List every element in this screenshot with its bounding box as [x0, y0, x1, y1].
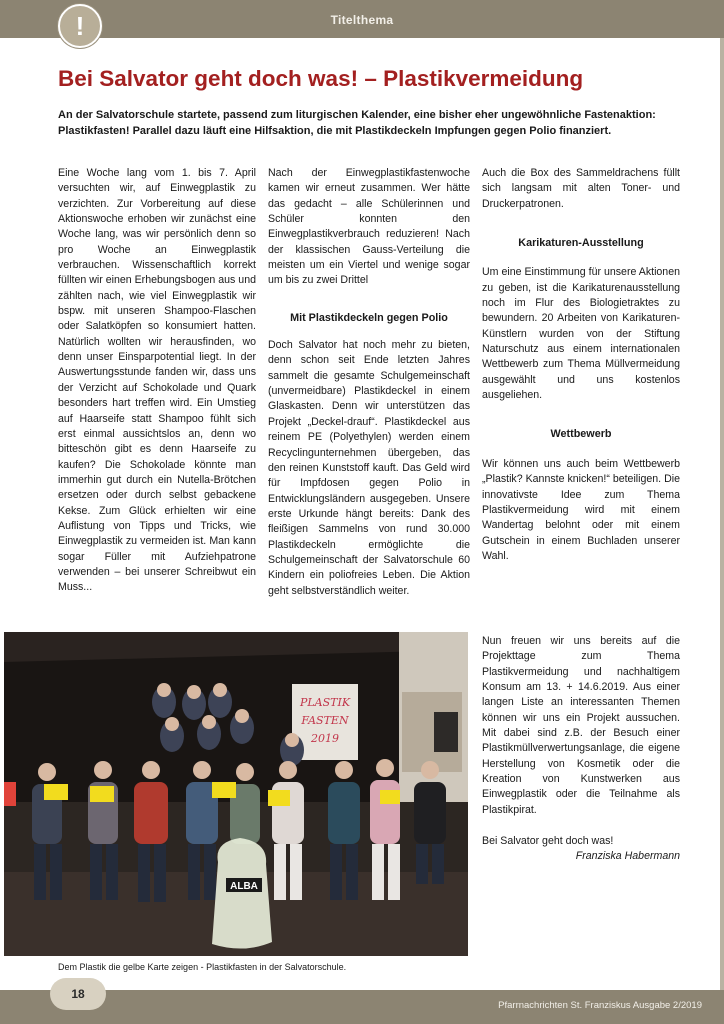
subheading-wettbewerb: Wettbewerb	[550, 428, 612, 441]
publication-name: Pfarrnachrichten St. Franziskus Ausgabe 2/2019	[498, 1000, 702, 1011]
article-lead: An der Salvatorschule startete, passend zum liturgischen Kalender, eine bisher eher ungewöhnliche Fastenaktion: Plastikfasten! Parallel dazu läuft eine Hilfsaktion, die mit Plastikdeckeln Impfungen gegen Polio finanziert.	[58, 109, 656, 137]
col4-paragraph-2: Bei Salvator geht doch was!	[482, 835, 614, 848]
group-photo	[4, 632, 468, 956]
bag-label: ALBA	[230, 881, 258, 892]
col3-paragraph-3: Wir können uns auch beim Wettbewerb „Plastik? Kannste knicken!“ beteiligen. Die innovativste Idee zum Thema Plastikvermeidung wird mit einem Wandertag belohnt oder mit einem Gutschein in einem Buchladen unserer Wahl.	[482, 457, 680, 562]
col2-paragraph-1: Nach der Einwegplastikfastenwoche kamen wir erneut zusammen. Wer hätte das gedacht – alle Schülerinnen und Schüler konnten den Einwegplastikverbrauch reduzieren! Nach der klassischen Gauss-Verteilung die meisten um ein Viertel und wenige sogar um bis zu zwei Drittel	[268, 167, 470, 287]
page-number: 18	[50, 978, 106, 1010]
column-4	[482, 634, 680, 865]
col3-paragraph-2: Um eine Einstimmung für unsere Aktionen zu geben, ist die Karikaturenausstellung noch im Flur des Biologietraktes zu bewundern. 20 Arbeiten von Karikaturen-Künstlern wurden von der Stiftung Naturschutz aus einem internationalen Wettbewerb zum Thema Müllvermeidung ausgewählt und uns kostenlos ausgeliehen.	[482, 266, 680, 402]
section-title: Titelthema	[330, 13, 394, 27]
photo-caption: Dem Plastik die gelbe Karte zeigen - Plastikfasten in der Salvatorschule.	[58, 962, 347, 972]
subheading-polio: Mit Plastikdeckeln gegen Polio	[290, 311, 448, 324]
column-2	[268, 166, 470, 599]
sign-line-2: FASTEN	[301, 714, 349, 727]
article-title: Bei Salvator geht doch was! – Plastikvermeidung	[58, 66, 584, 91]
subheading-karikaturen: Karikaturen-Ausstellung	[518, 237, 644, 250]
col2-paragraph-2: Doch Salvator hat noch mehr zu bieten, denn schon seit Ende letzten Jahres sammelt die gesamte Schulgemeinschaft (unvermeidbare) Plastikdeckel in einem Glaskasten. Denn wir unterstützen das Projekt „Deckel-drauf“. Plastikdeckel aus reinem PE (Polyethylen) werden einem Recyclingunternehmen übergeben, das den reinen Kunststoff kauft. Das Geld wird für Impfdosen gegen Polio in Entwicklungsländern ausgegeben. Unsere erste Urkunde hängt bereits: Dank des fleißigen Sammelns von rund 30.000 Plastikdeckeln ermöglichte die Schulgemeinschaft der Salvatorschule 60 Kindern ein poliofreies Leben. Die Aktion geht selbstverständlich weiter.	[268, 339, 470, 597]
author-signature: Franziska Habermann	[575, 850, 680, 863]
group-photo-illustration	[4, 632, 468, 956]
col1-paragraph: Eine Woche lang vom 1. bis 7. April versuchten wir, auf Einwegplastik zu verzichten. Zur Vorbereitung auf diese Aktionswoche erhoben wir zunächst eine Woche lang, was wir persönlich denn so pro Woche an Einwegplastik verbrauchen. Wissenschaftlich korrekt füllten wir einen Erhebungsbogen aus und zählten nach, wie viel Einwegplastik wir bspw. mit unseren Shampoo-Flaschen oder Salatköpfen so konsumiert hatten. Natürlich wollten wir herausfinden, wo denn unser Einsparpotential liegt. In der Auswertungsstunde fanden wir, dass uns der Verzicht auf Schokolade und Quark besonders hart treffen wird. Ein Umstieg auf Haarseife statt Shampoo fühlt sich erst einmal aussichtslos an, denn wo bitteschön gibt es denn Haarseife zu kaufen? Die Schokolade könnte man immerhin gut durch ein Nutella-Brötchen ersetzen oder durch selbst gebackene Kekse. Zum Glück erhielten wir eine Auflistung von Tipps und Tricks, wie Einwegplastik zu vermeiden ist. Man kann sogar Füller mit Aufziehpatrone verwenden – bei unserer Schreibwut ein Muss...	[58, 167, 256, 594]
col3-paragraph-1: Auch die Box des Sammeldrachens füllt sich langsam mit alten Toner- und Druckerpatronen.	[482, 167, 680, 210]
col4-paragraph-1: Nun freuen wir uns bereits auf die Projekttage zum Thema Plastikvermeidung und nachhaltigem Konsum am 13. + 14.6.2019. Aus einer langen Liste an interessanten Themen können wir uns ein Projekt aussuchen. Mit dabei sind z.B. der Besuch einer Plastikmüllverwertungsanlage, die eigene Herstellung von Kosmetik oder die Kreation von Kunstwerken aus Einwegplastik oder die Teilnahme als Plastikpirat.	[482, 635, 680, 816]
sign-line-3: 2019	[311, 732, 339, 745]
sign-line-1: PLASTIK	[299, 696, 351, 709]
header-bar	[0, 0, 724, 38]
column-3	[482, 166, 680, 564]
page-edge-bar	[720, 38, 724, 998]
exclamation-icon: !	[58, 4, 102, 48]
column-1	[58, 166, 256, 596]
